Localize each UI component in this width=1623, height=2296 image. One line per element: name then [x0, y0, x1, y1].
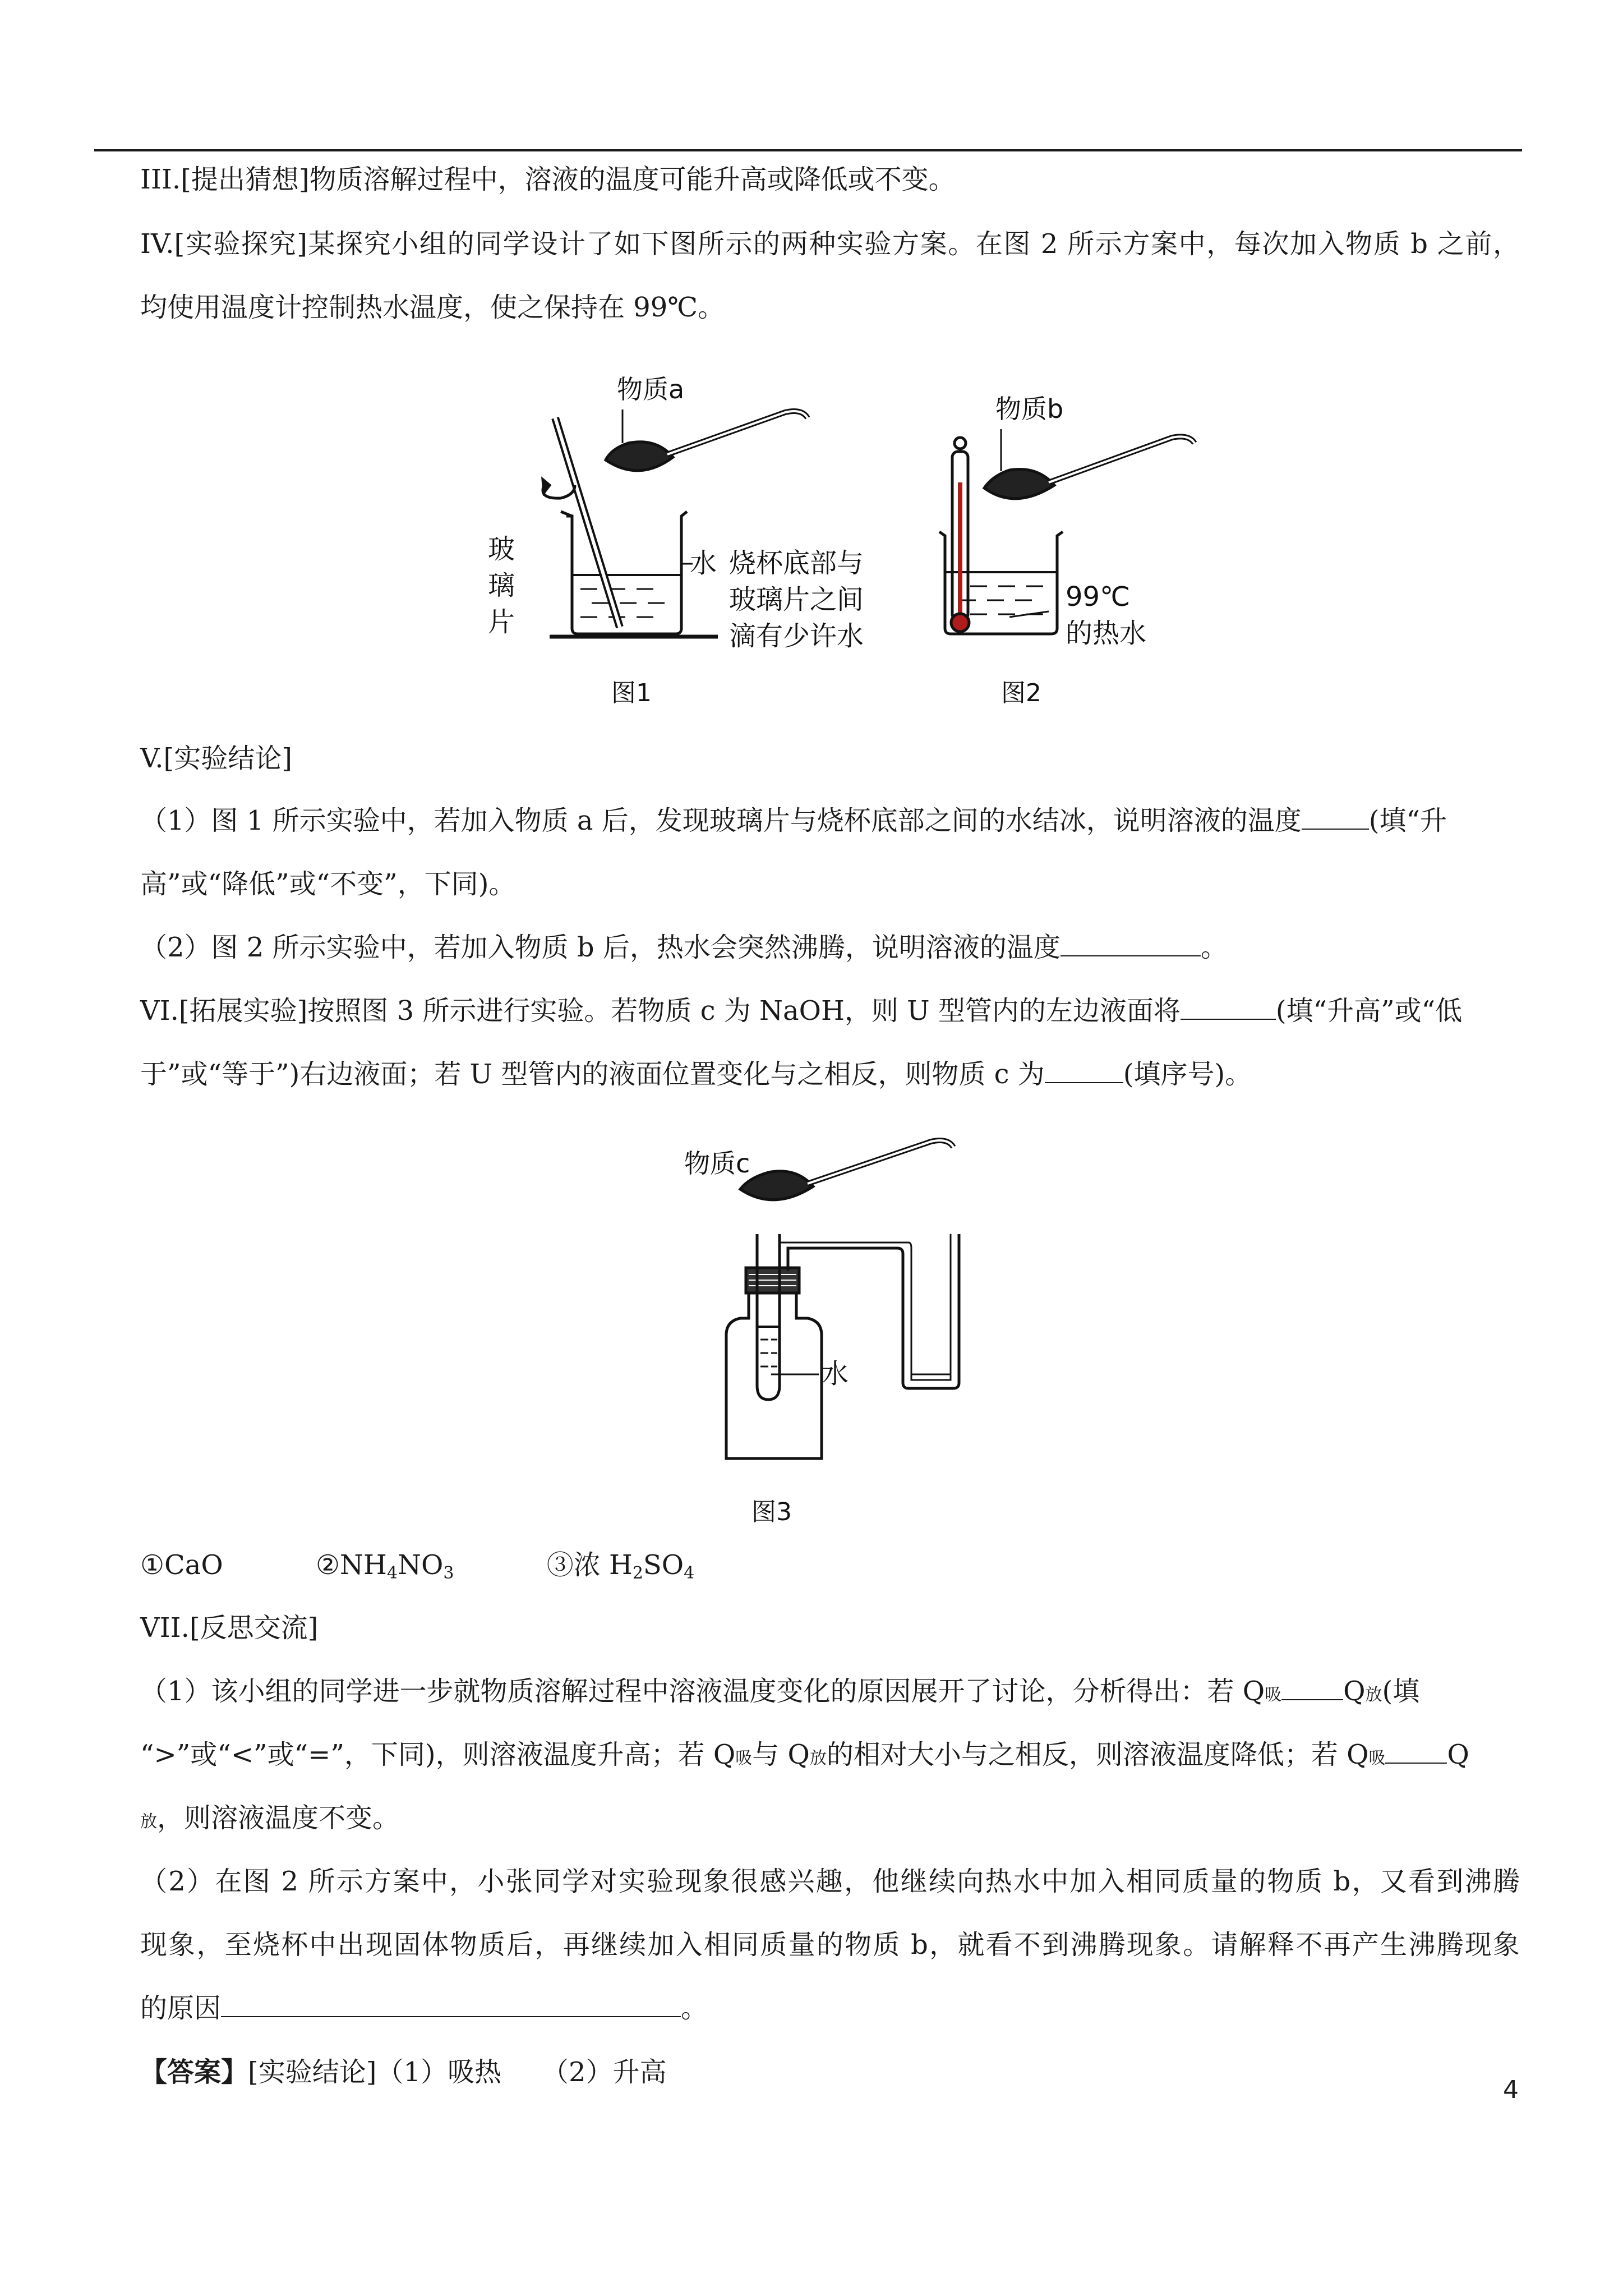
options-line	[140, 1548, 778, 1590]
option-1: ①CaO	[140, 1549, 223, 1581]
conclusion-q1-line-2: 高”或“降低”或“不变”，下同)。	[140, 868, 516, 900]
answer-blank-4[interactable]	[1045, 1057, 1123, 1083]
fig1-glass-char-3: 片	[488, 606, 515, 638]
conclusion-heading: V.[实验结论]	[140, 743, 292, 774]
reflection-heading: VII.[反思交流]	[140, 1612, 319, 1644]
fig1-water-label: 水	[690, 547, 717, 579]
fig3-substance-label: 物质c	[684, 1148, 750, 1179]
experiment-line-1: IV.[实验探究]某探究小组的同学设计了如下图所示的两种实验方案。在图 2 所示方案中，每次加入物质 b 之前，	[140, 228, 1520, 260]
conclusion-q2-line: （2）图 2 所示实验中，若加入物质 b 后，热水会突然沸腾，说明溶液的温度 。	[140, 932, 1228, 963]
figure-1-2	[471, 365, 1211, 724]
answer-blank-2[interactable]	[1061, 931, 1201, 956]
fig2-substance-label: 物质b	[995, 394, 1064, 424]
fig1-glass-char-2: 璃	[488, 570, 515, 601]
fig1-glass-char-1: 玻	[488, 533, 515, 565]
hypothesis-line: III.[提出猜想]物质溶解过程中，溶液的温度可能升高或降低或不变。	[140, 164, 956, 195]
reflection-q1-line-1: （1）该小组的同学进一步就物质溶解过程中溶液温度变化的原因展开了讨论，分析得出：若 Q吸 Q放(填	[140, 1676, 1420, 1707]
reflection-q1-line-2: “>”或“<”或“=”，下同)，则溶液温度升高；若 Q吸与 Q放的相对大小与之相反，则溶液温度降低；若 Q吸 Q	[140, 1739, 1469, 1770]
fig3-caption: 图3	[751, 1498, 792, 1526]
reflection-q2-line-3: 的原因 。	[140, 1993, 708, 2024]
extension-line-2: 于”或“等于”)右边液面；若 U 型管内的液面位置变化与之相反，则物质 c 为 (填序号)。	[140, 1059, 1252, 1090]
fig2-hotwater-label: 的热水	[1066, 618, 1147, 649]
reflection-q2-line-1: （2）在图 2 所示方案中，小张同学对实验现象很感兴趣，他继续向热水中加入相同质量的物质 b，又看到沸腾	[140, 1866, 1520, 1897]
fig1-caption: 图1	[611, 679, 652, 707]
experiment-line-2: 均使用温度计控制热水温度，使之保持在 99℃。	[140, 292, 725, 323]
fig1-note-3: 滴有少许水	[729, 620, 864, 652]
answer-blank-5[interactable]	[1281, 1674, 1343, 1700]
answer-tag: 【答案】	[140, 2056, 248, 2088]
fig1-note-2: 玻璃片之间	[729, 584, 864, 615]
answer-blank-6[interactable]	[1385, 1738, 1447, 1764]
answer-blank-1[interactable]	[1302, 804, 1369, 830]
fig1-substance-label: 物质a	[617, 374, 685, 404]
fig1-note-1: 烧杯底部与	[729, 547, 864, 579]
fig2-caption: 图2	[1001, 679, 1041, 707]
extension-line-1: VI.[拓展实验]按照图 3 所示进行实验。若物质 c 为 NaOH，则 U 型管内的左边液面将 (填“升高”或“低	[140, 995, 1463, 1027]
reflection-q2-line-2: 现象，至烧杯中出现固体物质后，再继续加入相同质量的物质 b，就看不到沸腾现象。请解释不再产生沸腾现象	[140, 1929, 1520, 1961]
header-rule	[94, 149, 1522, 151]
option-2: $②NH_4NO_3$	[316, 1549, 454, 1583]
page-number: 4	[1503, 2076, 1519, 2104]
answer-line	[140, 2055, 667, 2089]
option-3: ③浓 $H_2SO_4$	[546, 1549, 695, 1583]
answer-text: [实验结论]（1）吸热 （2）升高	[248, 2056, 667, 2088]
fig2-temp-label: 99℃	[1066, 581, 1130, 613]
figure-3	[673, 1128, 1009, 1543]
conclusion-q1-line-1: （1）图 1 所示实验中，若加入物质 a 后，发现玻璃片与烧杯底部之间的水结冰，说明溶液的温度 (填“升	[140, 805, 1447, 836]
answer-blank-3[interactable]	[1181, 994, 1276, 1020]
reflection-q1-line-3: 放，则溶液温度不变。	[140, 1802, 400, 1834]
fig3-water-label: 水	[822, 1358, 849, 1389]
answer-blank-7[interactable]	[221, 1991, 681, 2017]
